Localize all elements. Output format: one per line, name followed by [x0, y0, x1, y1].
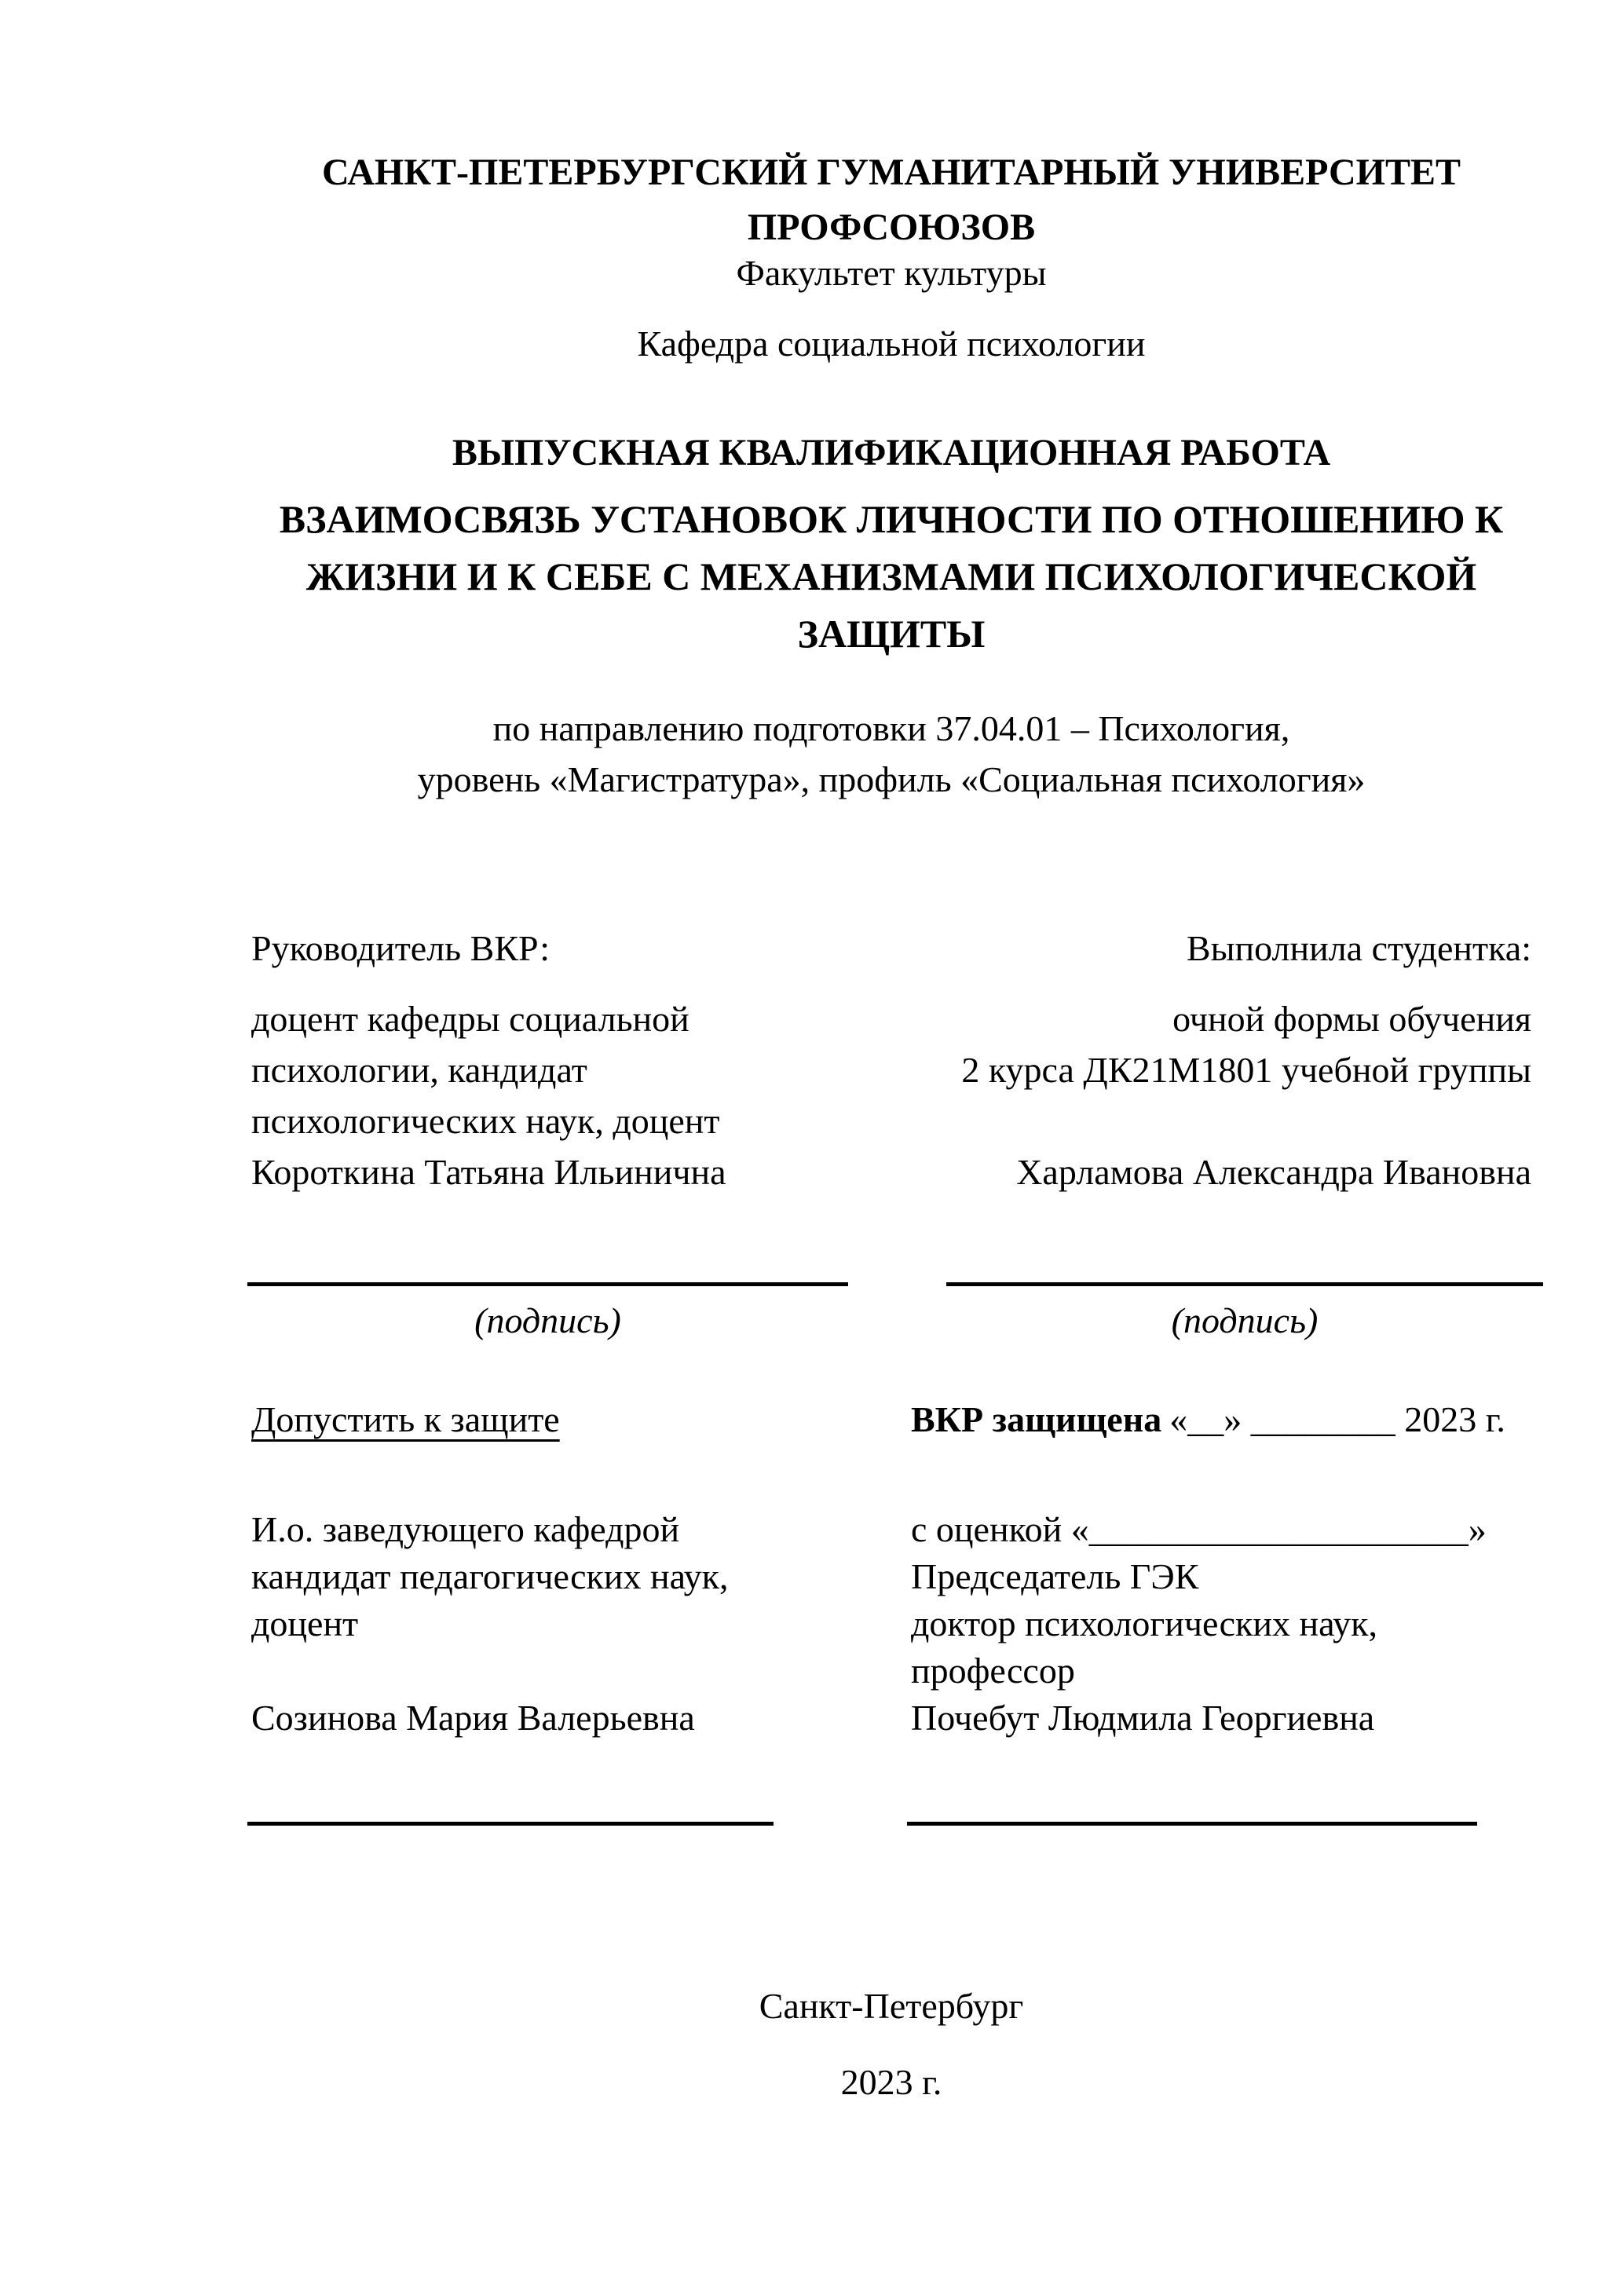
student-name: Харламова Александра Ивановна	[1016, 1152, 1531, 1192]
student-block	[961, 923, 1531, 1197]
student-signature-line	[946, 1282, 1543, 1286]
faculty-name: Факультет культуры	[736, 253, 1047, 293]
dept-head-block	[251, 1506, 911, 1742]
dept-head-signature-line	[247, 1822, 774, 1826]
defense-status-line	[911, 1396, 1505, 1443]
thesis-title	[251, 491, 1531, 663]
student-role-label: Выполнила студентка:	[1186, 928, 1531, 968]
gec-chair-line1: Председатель ГЭК	[911, 1556, 1199, 1596]
student-detail-line2: 2 курса ДК21М1801 учебной группы	[961, 1050, 1531, 1090]
supervisor-signature-caption: (подпись)	[474, 1300, 621, 1340]
admit-to-defense-label: Допустить к защите	[251, 1399, 560, 1439]
program-info	[251, 703, 1531, 805]
university-name-line2: ПРОФСОЮЗОВ	[747, 207, 1036, 248]
program-direction-line: по направлению подготовки 37.04.01 – Психология,	[492, 708, 1290, 748]
supervisor-block	[251, 923, 726, 1197]
dept-head-name: Созинова Мария Валерьевна	[251, 1698, 695, 1738]
work-type-heading: ВЫПУСКНАЯ КВАЛИФИКАЦИОННАЯ РАБОТА	[452, 432, 1331, 473]
supervisor-position-line1: доцент кафедры социальной	[251, 999, 689, 1039]
dept-head-line3: доцент	[251, 1603, 359, 1643]
people-section	[251, 923, 1531, 1197]
gec-chair-line2: доктор психологических наук,	[911, 1603, 1378, 1643]
thesis-title-line2: ЖИЗНИ И К СЕБЕ С МЕХАНИЗМАМИ ПСИХОЛОГИЧЕСКОЙ	[305, 554, 1477, 598]
student-detail-line1: очной формы обучения	[1172, 999, 1531, 1039]
thesis-title-line1: ВЗАИМОСВЯЗЬ УСТАНОВОК ЛИЧНОСТИ ПО ОТНОШЕНИЮ К	[279, 497, 1504, 541]
supervisor-signature-line	[247, 1282, 848, 1286]
supervisor-position-line2: психологии, кандидат	[251, 1050, 587, 1090]
defense-status-label: ВКР защищена	[911, 1399, 1162, 1439]
dept-head-line1: И.о. заведующего кафедрой	[251, 1509, 680, 1549]
defense-grade-line: с оценкой «_____________________»	[911, 1509, 1487, 1549]
gec-chair-block	[911, 1506, 1487, 1742]
university-name-line1: САНКТ-ПЕТЕРБУРГСКИЙ ГУМАНИТАРНЫЙ УНИВЕРСИТЕТ	[321, 152, 1461, 193]
approval-section	[251, 1506, 1531, 1742]
year-line: 2023 г.	[840, 2062, 942, 2102]
supervisor-position-line3: психологических наук, доцент	[251, 1101, 720, 1141]
university-name	[251, 145, 1531, 255]
department-name: Кафедра социальной психологии	[637, 324, 1146, 364]
gec-chair-name: Почебут Людмила Георгиевна	[911, 1698, 1375, 1738]
city-name: Санкт-Петербург	[759, 1986, 1024, 2026]
supervisor-name: Короткина Татьяна Ильинична	[251, 1152, 726, 1192]
gec-chair-signature-line	[907, 1822, 1477, 1826]
thesis-title-line3: ЗАЩИТЫ	[797, 612, 986, 656]
dept-head-line2: кандидат педагогических наук,	[251, 1556, 729, 1596]
defense-date-blank: «__» ________ 2023 г.	[1169, 1399, 1505, 1439]
supervisor-role-label: Руководитель ВКР:	[251, 928, 550, 968]
gec-chair-line3: профессор	[911, 1651, 1075, 1691]
program-level-line: уровень «Магистратура», профиль «Социальная психология»	[417, 759, 1366, 799]
student-signature-caption: (подпись)	[1171, 1300, 1319, 1340]
